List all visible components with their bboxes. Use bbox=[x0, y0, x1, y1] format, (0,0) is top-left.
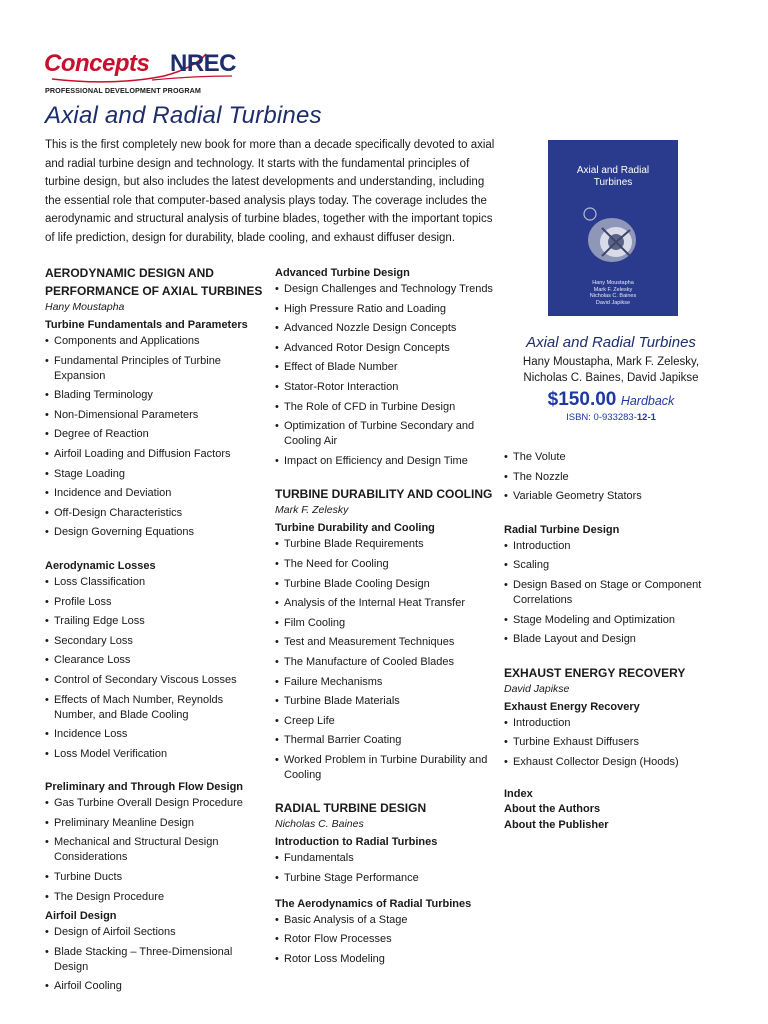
list-item: • Blading Terminology bbox=[45, 388, 267, 403]
back-matter-authors: About the Authors bbox=[504, 803, 601, 816]
list-item: • Blade Layout and Design bbox=[504, 632, 724, 647]
list-item: • Variable Geometry Stators bbox=[504, 489, 724, 504]
chapter-heading: Aerodynamic Losses bbox=[45, 559, 156, 572]
chapter-list bbox=[504, 716, 724, 770]
spacer bbox=[275, 891, 500, 895]
chapter-heading: Preliminary and Through Flow Design bbox=[45, 781, 244, 794]
list-item: • Optimization of Turbine Secondary and Cooling Air bbox=[275, 419, 500, 449]
chapter-heading: Turbine Fundamentals and Parameters bbox=[45, 319, 248, 331]
list-item: • The Role of CFD in Turbine Design bbox=[275, 400, 500, 415]
chapter-heading: Exhaust Energy Recovery bbox=[504, 700, 640, 713]
list-item: • Gas Turbine Overall Design Procedure bbox=[45, 796, 267, 811]
book-cover bbox=[548, 140, 678, 316]
list-item: • Basic Analysis of a Stage bbox=[275, 913, 500, 928]
chapter-heading: Radial Turbine Design bbox=[504, 523, 620, 536]
list-item: • The Manufacture of Cooled Blades bbox=[275, 655, 500, 670]
spacer bbox=[45, 545, 267, 557]
list-item: • Failure Mechanisms bbox=[275, 675, 500, 690]
list-item: • Incidence and Deviation bbox=[45, 486, 267, 501]
list-item: • Degree of Reaction bbox=[45, 427, 267, 442]
chapter-heading: Airfoil Design bbox=[45, 910, 117, 923]
list-item: • Creep Life bbox=[275, 714, 500, 729]
chapter-list bbox=[275, 913, 500, 967]
list-item: • Design of Airfoil Sections bbox=[45, 925, 267, 940]
list-item: • Components and Applications bbox=[45, 334, 267, 349]
list-item: • Trailing Edge Loss bbox=[45, 614, 267, 629]
book-info bbox=[508, 334, 714, 423]
section-author: Mark F. Zelesky bbox=[275, 504, 349, 517]
spacer bbox=[275, 473, 500, 485]
chapter-list bbox=[275, 851, 500, 886]
list-item: • Stage Modeling and Optimization bbox=[504, 613, 724, 628]
price-row bbox=[508, 389, 714, 411]
list-item: • The Need for Cooling bbox=[275, 557, 500, 572]
chapter-list bbox=[45, 796, 267, 904]
chapter-list bbox=[45, 334, 267, 540]
section-heading-exhaust: EXHAUST ENERGY RECOVERY bbox=[504, 665, 686, 680]
chapter-list bbox=[45, 575, 267, 762]
back-matter-publisher: About the Publisher bbox=[504, 818, 609, 831]
list-item: • Secondary Loss bbox=[45, 634, 267, 649]
book-price: $150.00 bbox=[547, 389, 617, 410]
spacer bbox=[504, 775, 724, 787]
list-item: • Scaling bbox=[504, 558, 724, 573]
spacer bbox=[504, 652, 724, 664]
list-item: • Rotor Loss Modeling bbox=[275, 952, 500, 967]
chapter-list bbox=[45, 925, 267, 994]
list-item: • Design Based on Stage or Component Correlations bbox=[504, 578, 724, 608]
list-item: • Introduction bbox=[504, 716, 724, 731]
list-item: • Stage Loading bbox=[45, 467, 267, 482]
section-author: Hany Moustapha bbox=[45, 301, 125, 313]
contents-column-3 bbox=[504, 450, 724, 833]
turbine-image-icon bbox=[582, 202, 644, 274]
spacer bbox=[45, 766, 267, 778]
list-item: • Turbine Blade Requirements bbox=[275, 537, 500, 552]
chapter-heading: Turbine Durability and Cooling bbox=[275, 522, 435, 535]
list-item: • Blade Stacking – Three-Dimensional Design bbox=[45, 945, 267, 975]
contents-column-1 bbox=[45, 264, 267, 999]
list-item: • Airfoil Loading and Diffusion Factors bbox=[45, 447, 267, 462]
section-heading-durability: TURBINE DURABILITY AND COOLING bbox=[275, 487, 493, 502]
list-item: • Advanced Nozzle Design Concepts bbox=[275, 321, 500, 336]
book-title: Axial and Radial Turbines bbox=[526, 334, 696, 351]
contents-column-2 bbox=[275, 264, 500, 971]
list-item: • The Nozzle bbox=[504, 470, 724, 485]
list-item: • Loss Model Verification bbox=[45, 747, 267, 762]
list-item: • Turbine Stage Performance bbox=[275, 871, 500, 886]
list-item: • Fundamental Principles of Turbine Expansion bbox=[45, 354, 267, 384]
cover-authors: Hany Moustapha Mark F. Zelesky Nicholas C. Baines David Japikse bbox=[589, 280, 637, 306]
list-item: • Off-Design Characteristics bbox=[45, 506, 267, 521]
list-item: • Impact on Efficiency and Design Time bbox=[275, 454, 500, 469]
page-title: Axial and Radial Turbines bbox=[45, 102, 322, 129]
list-item: • The Design Procedure bbox=[45, 890, 267, 905]
back-matter-index: Index bbox=[504, 787, 533, 800]
list-item: • Test and Measurement Techniques bbox=[275, 635, 500, 650]
list-item: • High Pressure Ratio and Loading bbox=[275, 302, 500, 317]
book-isbn: ISBN: 0-933283-12-1 bbox=[566, 412, 656, 423]
list-item: • Fundamentals bbox=[275, 851, 500, 866]
list-item: • The Volute bbox=[504, 450, 724, 465]
book-format: Hardback bbox=[620, 394, 675, 408]
chapter-heading: Introduction to Radial Turbines bbox=[275, 836, 438, 849]
list-item: • Non-Dimensional Parameters bbox=[45, 408, 267, 423]
list-item: • Turbine Blade Cooling Design bbox=[275, 577, 500, 592]
spacer bbox=[275, 787, 500, 799]
cover-title: Axial and Radial Turbines bbox=[576, 165, 650, 188]
list-item: • Analysis of the Internal Heat Transfer bbox=[275, 596, 500, 611]
chapter-list bbox=[504, 539, 724, 647]
section-author: David Japikse bbox=[504, 682, 570, 695]
brand-logo bbox=[44, 46, 244, 96]
intro-paragraph: This is the first completely new book for more than a decade specifically devoted to axial and radial turbine design and technology. It starts with the fundamental principles of turbine design, but also includes the latest developments and understanding, including the essential role that computer-based analysis plays today. The coverage includes the aerodynamic and structural analysis of turbine blades, together with the important topics of life prediction, design for durability, blade cooling, and exhaust diffuser design. bbox=[45, 139, 495, 244]
list-item: • Introduction bbox=[504, 539, 724, 554]
brand-name-concepts: Concepts bbox=[44, 50, 150, 77]
back-matter bbox=[504, 787, 724, 834]
chapter-list bbox=[275, 537, 500, 783]
list-item: • Incidence Loss bbox=[45, 727, 267, 742]
spacer bbox=[504, 509, 724, 521]
list-item: • Profile Loss bbox=[45, 595, 267, 610]
list-item: • Airfoil Cooling bbox=[45, 979, 267, 994]
list-item: • Turbine Blade Materials bbox=[275, 694, 500, 709]
list-item: • Turbine Ducts bbox=[45, 870, 267, 885]
list-item: • Advanced Rotor Design Concepts bbox=[275, 341, 500, 356]
list-item: • Stator-Rotor Interaction bbox=[275, 380, 500, 395]
chapter-heading: Advanced Turbine Design bbox=[275, 267, 410, 279]
list-item: • Rotor Flow Processes bbox=[275, 932, 500, 947]
list-item: • Effects of Mach Number, Reynolds Number, and Blade Cooling bbox=[45, 693, 267, 723]
chapter-list bbox=[275, 282, 500, 469]
list-item: • Clearance Loss bbox=[45, 653, 267, 668]
section-author: Nicholas C. Baines bbox=[275, 818, 364, 831]
brand-program: PROFESSIONAL DEVELOPMENT PROGRAM bbox=[45, 86, 202, 95]
section-heading-axial: AERODYNAMIC DESIGN AND PERFORMANCE OF AXIAL TURBINES bbox=[45, 266, 263, 298]
list-item: • Design Challenges and Technology Trends bbox=[275, 282, 500, 297]
list-item: • Exhaust Collector Design (Hoods) bbox=[504, 755, 724, 770]
brand-name-nrec: NREC bbox=[170, 50, 237, 77]
book-authors: Hany Moustapha, Mark F. Zelesky, Nicholas C. Baines, David Japikse bbox=[522, 356, 700, 384]
list-item: • Loss Classification bbox=[45, 575, 267, 590]
list-item: • Control of Secondary Viscous Losses bbox=[45, 673, 267, 688]
list-item: • Design Governing Equations bbox=[45, 525, 267, 540]
section-heading-radial: RADIAL TURBINE DESIGN bbox=[275, 801, 427, 816]
list-item: • Worked Problem in Turbine Durability and Cooling bbox=[275, 753, 500, 783]
list-item: • Thermal Barrier Coating bbox=[275, 733, 500, 748]
list-item: • Turbine Exhaust Diffusers bbox=[504, 735, 724, 750]
list-item: • Film Cooling bbox=[275, 616, 500, 631]
chapter-heading: The Aerodynamics of Radial Turbines bbox=[275, 897, 472, 910]
list-item: • Effect of Blade Number bbox=[275, 360, 500, 375]
chapter-list bbox=[504, 450, 724, 504]
list-item: • Mechanical and Structural Design Considerations bbox=[45, 835, 267, 865]
list-item: • Preliminary Meanline Design bbox=[45, 816, 267, 831]
